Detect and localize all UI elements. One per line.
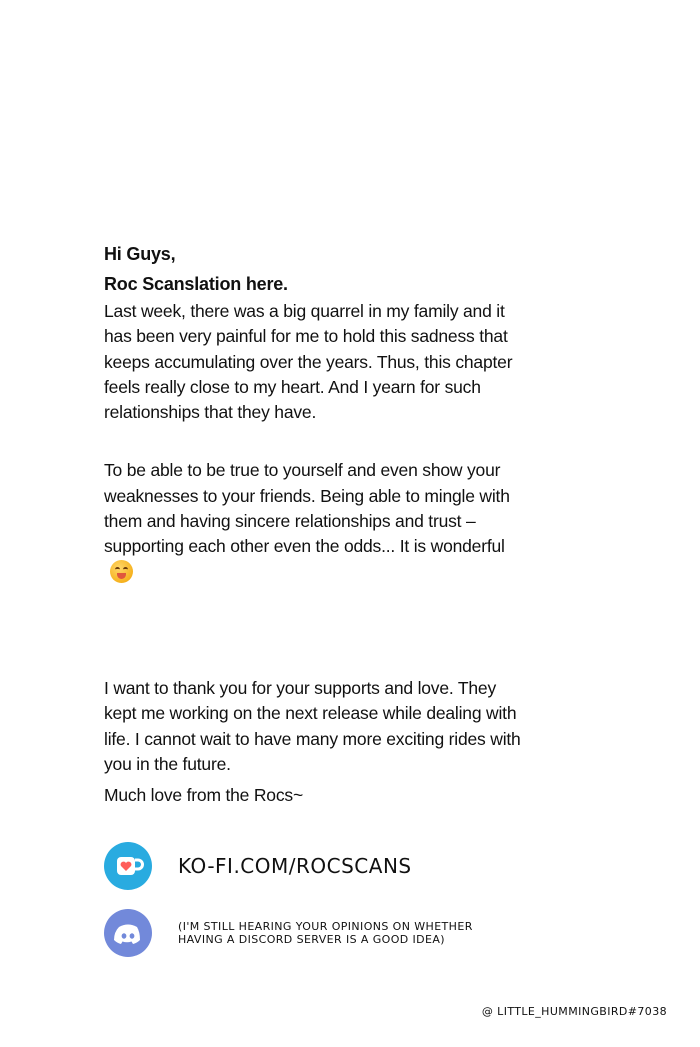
discord-note-line-2: HAVING A DISCORD SERVER IS A GOOD IDEA) xyxy=(178,933,445,946)
kofi-cup-icon xyxy=(104,842,152,890)
smiling-face-icon xyxy=(110,560,133,583)
artist-credit: @ LITTLE_HUMMINGBIRD#7038 xyxy=(481,1005,667,1018)
greeting: Hi Guys, xyxy=(104,244,176,264)
kofi-link[interactable]: KO-FI.COM/ROCSCANS xyxy=(178,854,412,878)
discord-row xyxy=(104,909,473,957)
discord-note-line-1: (I'M STILL HEARING YOUR OPINIONS ON WHETHER xyxy=(178,920,473,933)
paragraph-friendship xyxy=(104,458,524,584)
discord-icon xyxy=(104,909,152,957)
intro-line: Roc Scanslation here. xyxy=(104,274,288,294)
paragraph-friendship-text: To be able to be true to yourself and even show your weaknesses to your friends. Being able to mingle with them and having sincere relationships and trust – supporting each other even the odds... It is wonderful xyxy=(104,460,510,557)
scanlation-note xyxy=(104,242,524,808)
paragraph-thanks: I want to thank you for your supports and love. They kept me working on the next release while dealing with life. I cannot wait to have many more exciting rides with you in the future. xyxy=(104,677,521,774)
kofi-link-row[interactable] xyxy=(104,842,412,890)
paragraph-family: Last week, there was a big quarrel in my family and it has been very painful for me to hold this sadness that keeps accumulating over the years. Thus, this chapter feels really close to my heart. And I yearn for such relationships that they have. xyxy=(104,301,513,423)
signoff: Much love from the Rocs~ xyxy=(104,785,303,806)
discord-note xyxy=(178,920,473,946)
